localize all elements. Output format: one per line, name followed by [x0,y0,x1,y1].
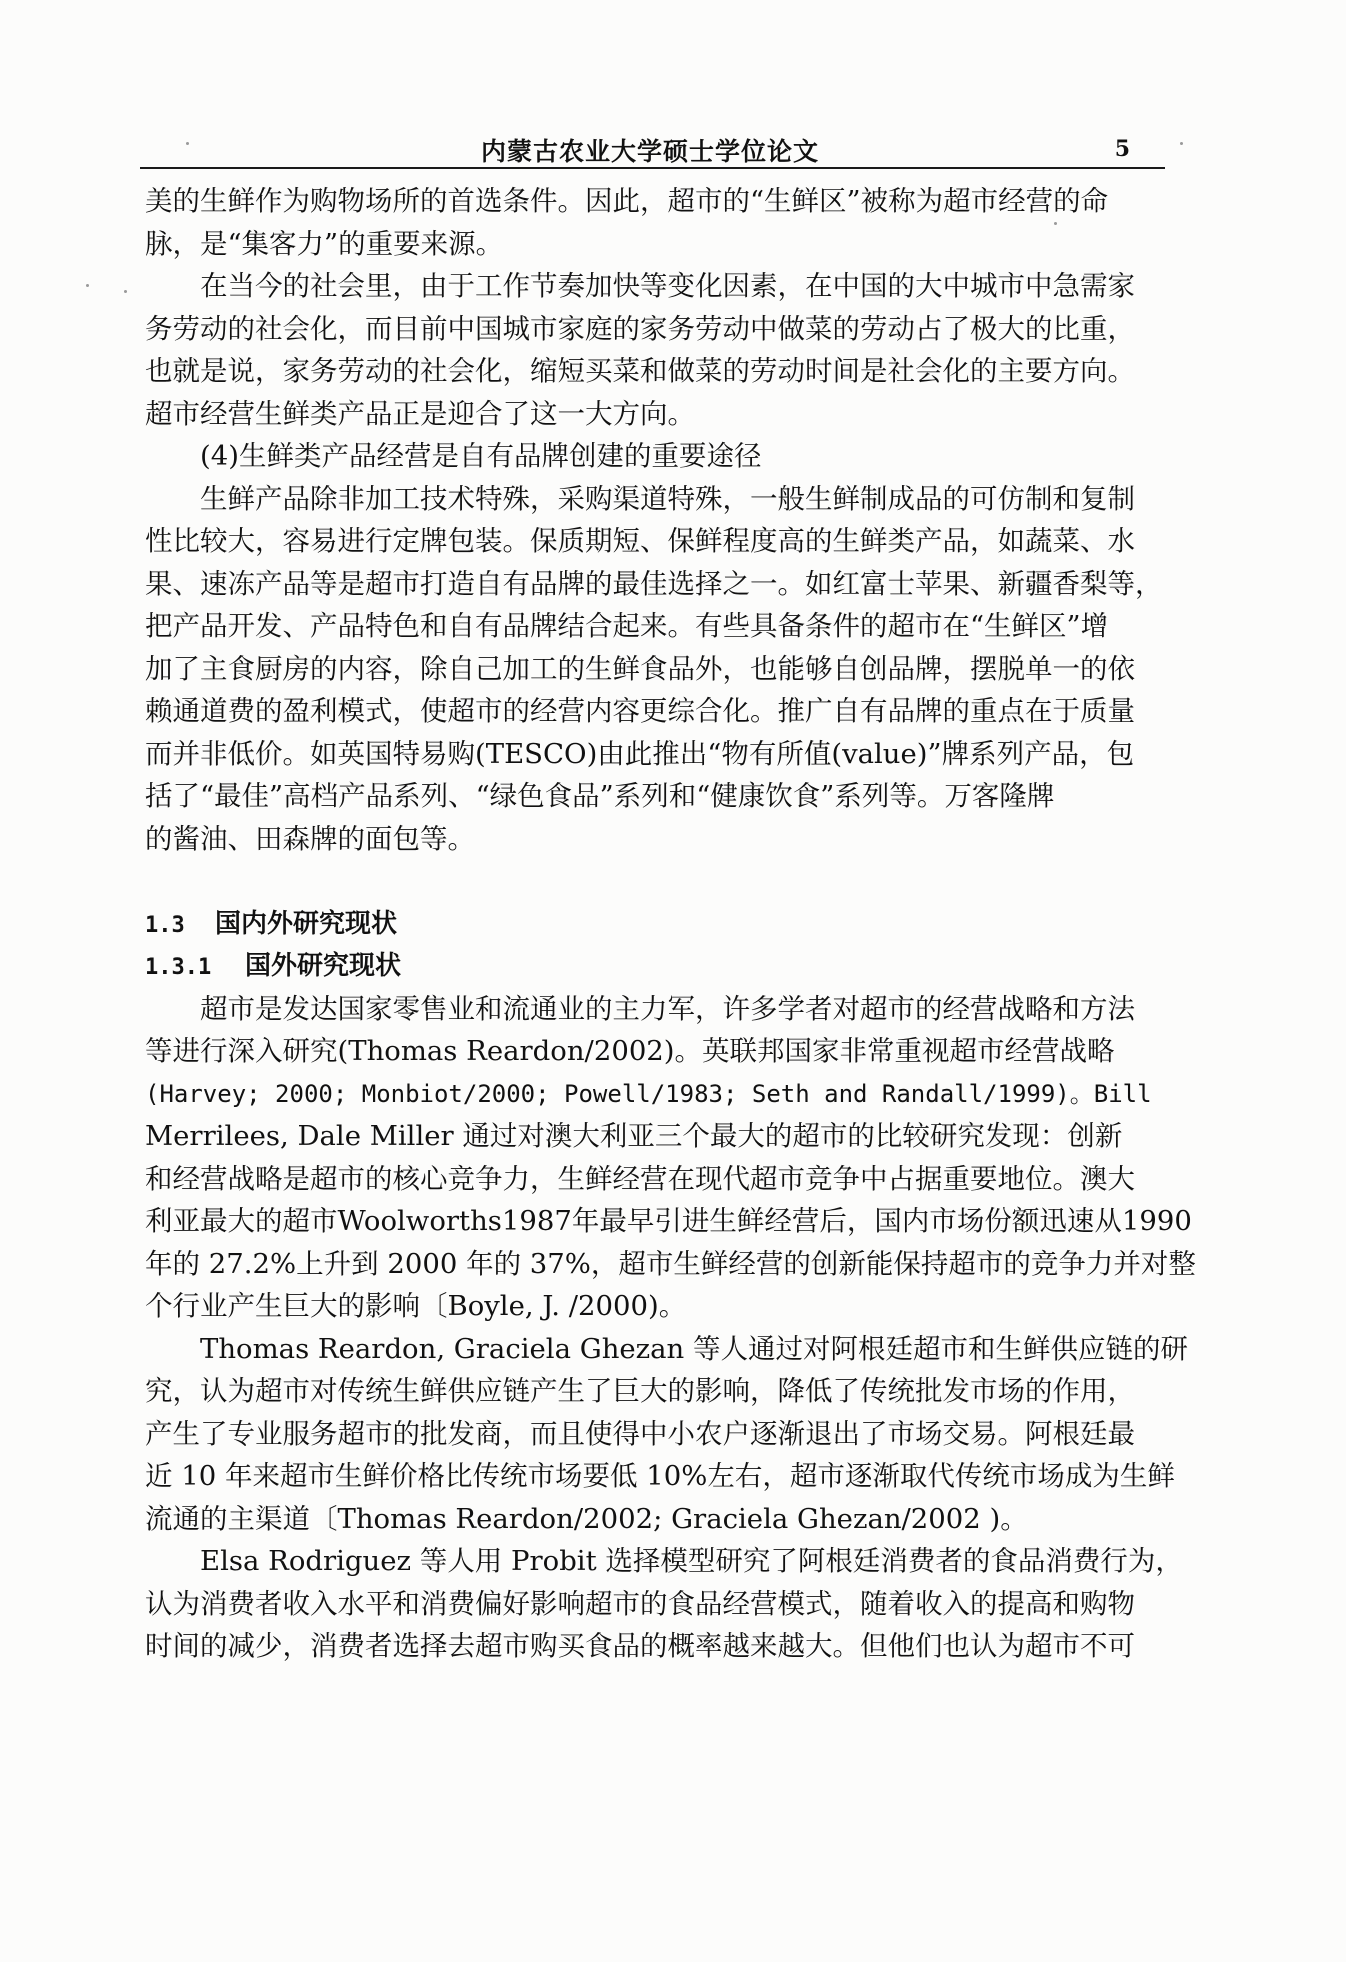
section-number: 1.3 [145,912,185,938]
running-header [140,132,1160,166]
paragraph [145,180,1155,265]
text-line: 究，认为超市对传统生鲜供应链产生了巨大的影响，降低了传统批发市场的作用， [145,1375,1135,1407]
text-line: 脉，是“集客力”的重要来源。 [145,227,504,260]
text-line: 务劳动的社会化，而目前中国城市家庭的家务劳动中做菜的劳动占了极大的比重， [145,312,1135,345]
section-gap [145,860,1155,903]
text-line: 认为消费者收入水平和消费偏好影响超市的食品经营模式，随着收入的提高和购物 [145,1587,1135,1620]
text-line: 美的生鲜作为购物场所的首选条件。因此，超市的“生鲜区”被称为超市经营的命 [145,185,1109,217]
text-line: 在当今的社会里，由于工作节奏加快等变化因素，在中国的大中城市中急需家 [200,270,1135,302]
scan-speck [1180,142,1183,145]
subsection-heading [145,945,1155,988]
text-line: 流通的主渠道〔Thomas Reardon/2002; Graciela Ghezan/2002 )。 [145,1502,1028,1535]
text-line: 超市经营生鲜类产品正是迎合了这一大方向。 [145,397,695,430]
section-title: 国内外研究现状 [215,908,398,939]
text-line: 超市是发达国家零售业和流通业的主力军，许多学者对超市的经营战略和方法 [200,992,1135,1025]
scan-speck [124,290,127,293]
text-line: Merrilees, Dale Miller 通过对澳大利亚三个最大的超市的比较研究发现：创新 [145,1120,1123,1152]
text-line: 的酱油、田森牌的面包等。 [145,822,475,855]
text-line: 赖通道费的盈利模式，使超市的经营内容更综合化。推广自有品牌的重点在于质量 [145,695,1135,727]
scan-speck [186,142,189,145]
text-line: 把产品开发、产品特色和自有品牌结合起来。有些具备条件的超市在“生鲜区”增 [145,610,1109,642]
section-heading [145,903,1155,946]
text-line: Elsa Rodriguez 等人用 Probit 选择模型研究了阿根廷消费者的食品消费行为， [200,1545,1183,1577]
paragraph [145,1328,1189,1541]
text-line: 时间的减少，消费者选择去超市购买食品的概率越来越大。但他们也认为超市不可 [145,1630,1135,1662]
page-number: 5 [1114,136,1130,162]
text-line: 也就是说，家务劳动的社会化，缩短买菜和做菜的劳动时间是社会化的主要方向。 [145,355,1135,387]
text-line: 个行业产生巨大的影响〔Boyle, J. /2000)。 [145,1290,687,1322]
paragraph [145,478,1163,861]
paragraph [145,265,1155,435]
body-text [145,180,1196,1668]
text-line: 括了“最佳”高档产品系列、“绿色食品”系列和“健康饮食”系列等。万客隆牌 [145,780,1055,812]
subsection-title: 国外研究现状 [245,951,402,981]
text-line: 果、速冻产品等是超市打造自有品牌的最佳选择之一。如红富士苹果、新疆香梨等， [145,567,1163,600]
text-line: 年的 27.2%上升到 2000 年的 37%，超市生鲜经营的创新能保持超市的竞争力并对整 [145,1247,1196,1280]
subsection-number: 1.3.1 [145,955,212,980]
paragraph [145,1540,1183,1668]
text-line: 性比较大，容易进行定牌包装。保质期短、保鲜程度高的生鲜类产品，如蔬菜、水 [145,525,1135,557]
numbered-item: (4)生鲜类产品经营是自有品牌创建的重要途径 [200,440,762,472]
scan-speck [86,284,89,287]
text-line: Thomas Reardon, Graciela Ghezan 等人通过对阿根廷超市和生鲜供应链的研 [200,1332,1189,1365]
text-line: 而并非低价。如英国特易购(TESCO)由此推出“物有所值(value)”牌系列产品，包 [145,737,1135,770]
text-line: (Harvey; 2000; Monbiot/2000; Powell/1983; Seth and Randall/1999)。Bill [145,1079,1152,1108]
text-line: 加了主食厨房的内容，除自己加工的生鲜食品外，也能够自创品牌，摆脱单一的依 [145,652,1135,685]
text-line: 和经营战略是超市的核心竞争力，生鲜经营在现代超市竞争中占据重要地位。澳大 [145,1162,1135,1195]
header-rule [140,167,1165,169]
text-line: 产生了专业服务超市的批发商，而且使得中小农户逐渐退出了市场交易。阿根廷最 [145,1417,1135,1450]
text-line: 生鲜产品除非加工技术特殊，采购渠道特殊，一般生鲜制成品的可仿制和复制 [200,482,1135,515]
text-line: 利亚最大的超市Woolworths1987年最早引进生鲜经营后，国内市场份额迅速从1990 [145,1205,1192,1237]
text-line: 等进行深入研究(Thomas Reardon/2002)。英联邦国家非常重视超市经营战略 [145,1035,1115,1067]
header-title: 内蒙古农业大学硕士学位论文 [480,137,819,166]
paragraph [145,988,1196,1328]
text-line: 近 10 年来超市生鲜价格比传统市场要低 10%左右，超市逐渐取代传统市场成为生鲜 [145,1460,1175,1492]
